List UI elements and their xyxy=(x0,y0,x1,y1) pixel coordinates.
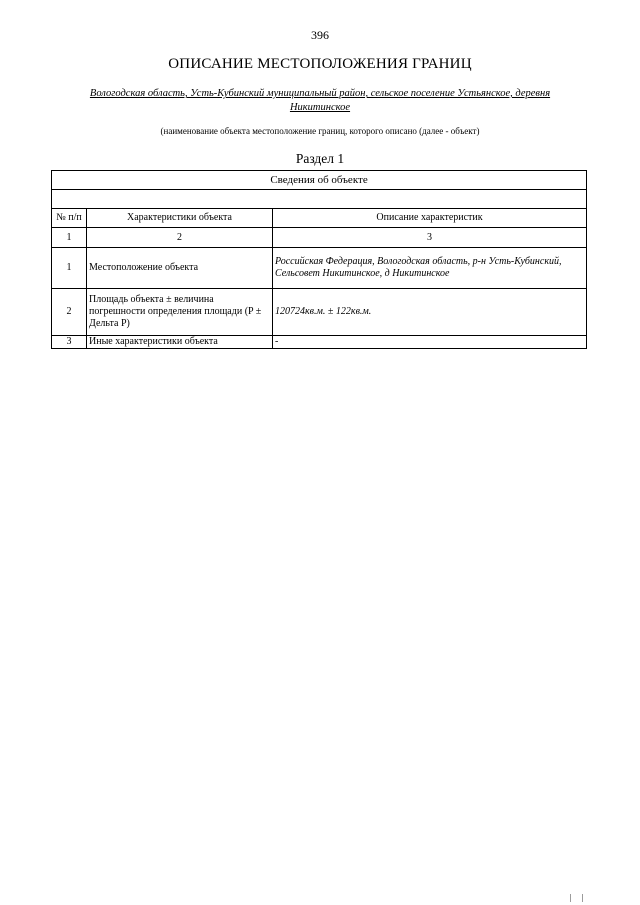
page-number: 396 xyxy=(311,28,329,42)
row-number: 3 xyxy=(52,336,87,349)
table-header: Сведения об объекте xyxy=(52,171,587,190)
object-name: Вологодская область, Усть-Кубинский муниципальный район, сельское поселение Устьянское, деревня Никитинское xyxy=(89,88,551,113)
column-number-1: 1 xyxy=(52,228,87,248)
row-number: 2 xyxy=(52,289,87,336)
column-number-row xyxy=(52,228,587,248)
column-header-description: Описание характеристик xyxy=(273,209,587,228)
table-row xyxy=(52,289,587,336)
row-description: - xyxy=(273,336,587,349)
footer-mark: | | xyxy=(570,893,588,902)
row-characteristic: Местоположение объекта xyxy=(87,248,273,289)
row-characteristic: Иные характеристики объекта xyxy=(87,336,273,349)
column-header-row xyxy=(52,209,587,228)
object-name-caption: (наименование объекта местоположение границ, которого описано (далее - объект) xyxy=(160,126,480,136)
table-blank-cell xyxy=(52,190,587,209)
object-info-table xyxy=(51,170,587,349)
column-header-number: № п/п xyxy=(52,209,87,228)
table-blank-row xyxy=(52,190,587,209)
column-number-3: 3 xyxy=(273,228,587,248)
table-header-row xyxy=(52,171,587,190)
table-row xyxy=(52,248,587,289)
column-number-2: 2 xyxy=(87,228,273,248)
row-characteristic: Площадь объекта ± величина погрешности определения площади (P ± Дельта P) xyxy=(87,289,273,336)
table-row xyxy=(52,336,587,349)
section-title: Раздел 1 xyxy=(295,151,345,166)
row-number: 1 xyxy=(52,248,87,289)
row-description: 120724кв.м. ± 122кв.м. xyxy=(273,289,587,336)
document-title: ОПИСАНИЕ МЕСТОПОЛОЖЕНИЯ ГРАНИЦ xyxy=(168,56,472,72)
row-description: Российская Федерация, Вологодская область, р-н Усть-Кубинский, Сельсовет Никитинское, д Никитинское xyxy=(273,248,587,289)
column-header-characteristic: Характеристики объекта xyxy=(87,209,273,228)
